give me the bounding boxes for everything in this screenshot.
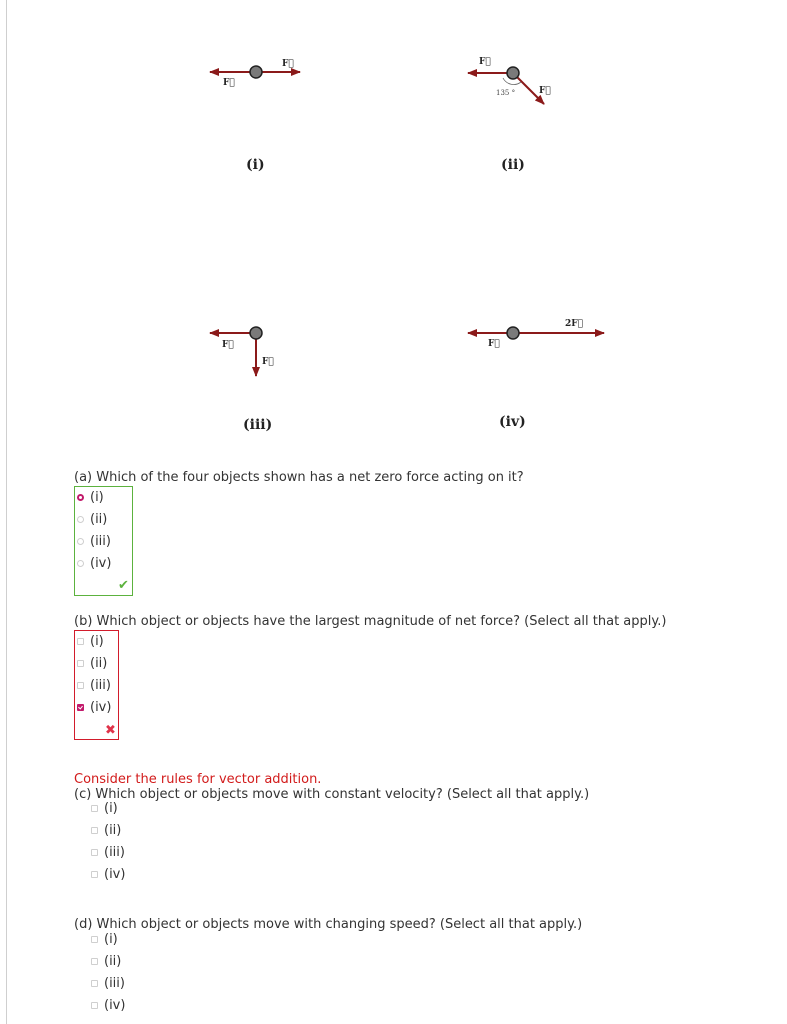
option-label: (ii) bbox=[104, 954, 122, 969]
radio-button[interactable] bbox=[77, 516, 84, 523]
force-diagrams bbox=[0, 0, 787, 440]
checkmark-icon: ✔ bbox=[118, 578, 129, 593]
option-label: (iv) bbox=[90, 556, 112, 571]
option-b-iii[interactable] bbox=[90, 677, 111, 695]
question-a-text: (a) Which of the four objects shown has a net zero force acting on it? bbox=[74, 470, 524, 485]
figure-ii bbox=[468, 57, 551, 173]
checkbox[interactable] bbox=[91, 936, 98, 943]
object-circle bbox=[507, 67, 519, 79]
hint-text: Consider the rules for vector addition. bbox=[74, 772, 322, 787]
vector-label: F⃗ bbox=[479, 57, 491, 67]
option-a-i[interactable] bbox=[90, 489, 104, 507]
option-d-i[interactable] bbox=[104, 931, 118, 949]
checkbox[interactable] bbox=[91, 958, 98, 965]
checkbox[interactable] bbox=[91, 871, 98, 878]
option-d-ii[interactable] bbox=[104, 953, 121, 971]
option-c-iv[interactable] bbox=[104, 866, 125, 884]
radio-button[interactable] bbox=[77, 560, 84, 567]
checkbox-checked[interactable] bbox=[77, 704, 84, 711]
vector-label: F⃗ bbox=[282, 59, 294, 69]
checkbox[interactable] bbox=[91, 849, 98, 856]
checkbox[interactable] bbox=[91, 805, 98, 812]
object-circle bbox=[250, 66, 262, 78]
option-label: (iii) bbox=[90, 678, 111, 693]
option-b-ii[interactable] bbox=[90, 655, 107, 673]
x-mark-icon: ✖ bbox=[105, 723, 116, 738]
option-b-iv[interactable] bbox=[90, 699, 111, 717]
vector-label: F⃗ bbox=[262, 357, 274, 367]
option-label: (iii) bbox=[90, 534, 111, 549]
option-label: (ii) bbox=[90, 656, 108, 671]
option-label: (iii) bbox=[104, 845, 125, 860]
option-b-i[interactable] bbox=[90, 633, 104, 651]
option-label: (ii) bbox=[104, 823, 122, 838]
option-d-iv[interactable] bbox=[104, 997, 125, 1015]
option-a-iii[interactable] bbox=[90, 533, 111, 551]
checkbox[interactable] bbox=[91, 827, 98, 834]
option-c-ii[interactable] bbox=[104, 822, 121, 840]
option-d-iii[interactable] bbox=[104, 975, 125, 993]
vector-label: F⃗ bbox=[488, 339, 500, 349]
vector-label: F⃗ bbox=[539, 86, 551, 96]
figure-iv bbox=[468, 319, 604, 430]
radio-button[interactable] bbox=[77, 538, 84, 545]
figure-label: (iv) bbox=[499, 414, 526, 430]
option-label: (iv) bbox=[104, 998, 126, 1013]
figure-iii bbox=[210, 327, 274, 433]
option-c-iii[interactable] bbox=[104, 844, 125, 862]
option-label: (iv) bbox=[90, 700, 112, 715]
vector-label: F⃗ bbox=[223, 78, 235, 88]
figure-label: (ii) bbox=[501, 157, 525, 173]
object-circle bbox=[507, 327, 519, 339]
checkbox[interactable] bbox=[77, 638, 84, 645]
option-label: (ii) bbox=[90, 512, 108, 527]
question-b-text: (b) Which object or objects have the largest magnitude of net force? (Select all that apply.) bbox=[74, 614, 667, 629]
option-label: (i) bbox=[104, 932, 118, 947]
checkbox[interactable] bbox=[77, 682, 84, 689]
figure-i bbox=[210, 59, 300, 173]
option-label: (i) bbox=[104, 801, 118, 816]
figure-label: (iii) bbox=[243, 417, 273, 433]
angle-label: 135 ° bbox=[496, 89, 516, 97]
figure-label: (i) bbox=[246, 157, 265, 173]
vector-label: F⃗ bbox=[222, 340, 234, 350]
object-circle bbox=[250, 327, 262, 339]
checkbox[interactable] bbox=[91, 980, 98, 987]
question-c-text: (c) Which object or objects move with constant velocity? (Select all that apply.) bbox=[74, 787, 590, 802]
radio-button[interactable] bbox=[77, 494, 84, 501]
question-d-text: (d) Which object or objects move with changing speed? (Select all that apply.) bbox=[74, 917, 583, 932]
checkbox[interactable] bbox=[77, 660, 84, 667]
option-c-i[interactable] bbox=[104, 800, 118, 818]
option-label: (iii) bbox=[104, 976, 125, 991]
option-label: (i) bbox=[90, 490, 104, 505]
checkbox[interactable] bbox=[91, 1002, 98, 1009]
vector-label: 2F⃗ bbox=[565, 319, 584, 329]
option-label: (i) bbox=[90, 634, 104, 649]
option-a-iv[interactable] bbox=[90, 555, 111, 573]
option-label: (iv) bbox=[104, 867, 126, 882]
option-a-ii[interactable] bbox=[90, 511, 107, 529]
